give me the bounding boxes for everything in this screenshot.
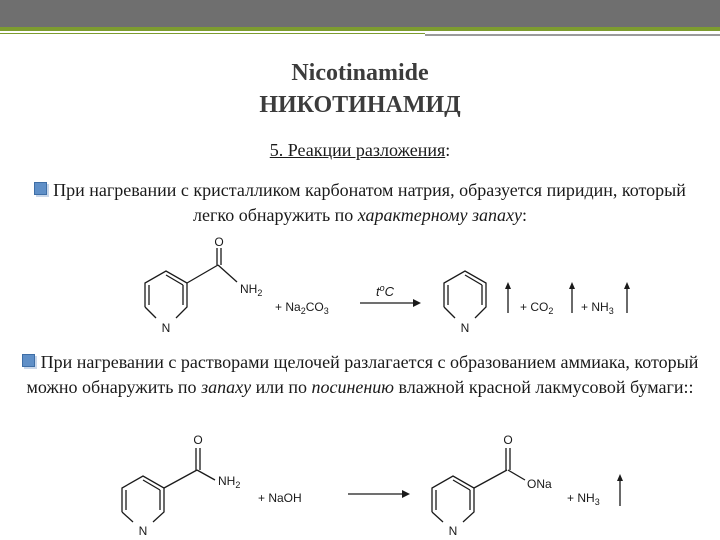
r1-condition-c: C (384, 284, 395, 299)
r1-pyridine-nitrogen-label: N (460, 321, 470, 335)
slide-title-ru: НИКОТИНАМИД (259, 92, 461, 118)
r2-product-oxygen-label: O (503, 433, 513, 447)
r1-oxygen-label: O (214, 235, 224, 249)
paragraph-2-text-c: влажной красной лакмусовой бумаги:: (394, 377, 694, 397)
r1-condition-t: t (376, 284, 380, 299)
r1-amide-label (240, 282, 262, 298)
r1-condition-label (376, 283, 395, 299)
paragraph-2-text-a: При нагревании с растворами щелочей разлагается с образованием аммиака, который можно обнаружить по (26, 352, 699, 397)
r1-reagent-label (275, 300, 329, 316)
r2-nitrogen-label: N (138, 524, 148, 538)
r2-amide-nh: NH (218, 474, 236, 488)
r1-co2-subscript: 2 (548, 306, 554, 316)
r1-pyridine-structure (444, 271, 486, 318)
r2-oxygen-label: O (193, 433, 203, 447)
section-label: 5. Реакции разложения (269, 140, 446, 160)
paragraph-1-tail: : (521, 205, 527, 225)
paragraph-2-text-b: или по (251, 377, 312, 397)
r1-nh3-label (581, 300, 614, 316)
r1-co2-main: + CO (520, 300, 549, 314)
r1-amide-subscript: 2 (257, 288, 263, 298)
r1-nh3-subscript: 3 (608, 306, 614, 316)
r1-co2-label (520, 300, 553, 316)
r2-ona-label: ONa (527, 477, 552, 491)
r1-reagent-prefix: + Na (275, 300, 301, 314)
r2-product-nitrogen-label: N (448, 524, 458, 538)
slide-title-en: Nicotinamide (291, 60, 429, 86)
r1-nh3-main: + NH (581, 300, 609, 314)
r1-reagent-mid: CO (305, 300, 324, 314)
r1-reagent-sub3: 3 (323, 306, 329, 316)
r1-condition-degree: o (379, 283, 385, 293)
r2-nicotinamide-structure (122, 448, 215, 522)
paragraph-2-emph-a: запаху (201, 377, 252, 397)
r1-nitrogen-label: N (161, 321, 171, 335)
r2-reagent-label: + NaOH (258, 491, 302, 505)
r1-nicotinamide-structure (145, 248, 237, 318)
section-colon: : (445, 140, 451, 160)
paragraph-1-text: При нагревании с кристалликом карбонатом натрия, образуется пиридин, который легко обнаружить по (53, 180, 686, 225)
r2-nh3-label (567, 491, 600, 507)
r2-sodium-nicotinate-structure (432, 448, 525, 522)
r2-nh3-main: + NH (567, 491, 595, 505)
paragraph-1-emphasis: характерному запаху (357, 205, 522, 225)
r2-amide-subscript: 2 (235, 480, 241, 490)
paragraph-2-emph-b: посинению (311, 377, 394, 397)
r1-reagent-sub2: 2 (300, 306, 306, 316)
r1-amide-nh: NH (240, 282, 258, 296)
r2-nh3-subscript: 3 (594, 497, 600, 507)
r2-amide-label (218, 474, 240, 490)
